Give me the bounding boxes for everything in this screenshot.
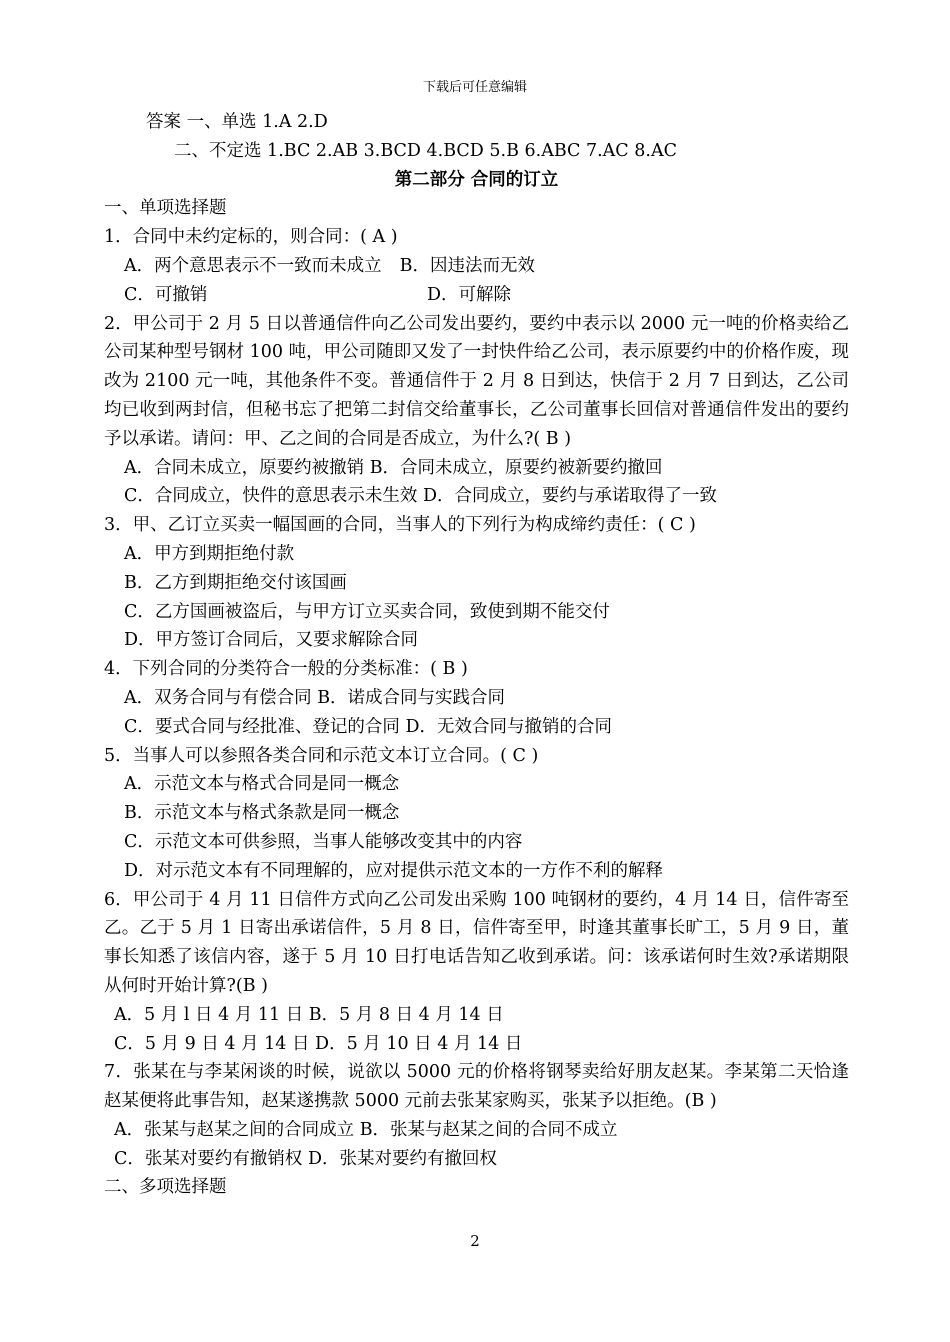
q4-options-ab: A．双务合同与有偿合同 B．诺成合同与实践合同: [124, 687, 506, 708]
q6-options-ab: A．5 月 l 日 4 月 11 日 B．5 月 8 日 4 月 14 日: [114, 1004, 504, 1025]
q4-stem: 4．下列合同的分类符合一般的分类标准：( B ): [104, 659, 468, 680]
q5-option-a: A．示范文本与格式合同是同一概念: [124, 774, 400, 795]
q1-option-b: B．因违法而无效: [399, 255, 536, 276]
q3-option-a: A．甲方到期拒绝付款: [124, 543, 295, 564]
q1-option-c: C．可撤销: [124, 284, 208, 305]
q7-options-ab: A．张某与赵某之间的合同成立 B．张某与赵某之间的合同不成立: [114, 1119, 618, 1140]
q2-options-cd: C．合同成立，快件的意思表示未生效 D．合同成立，要约与承诺取得了一致: [124, 486, 717, 507]
answers-line-1: 答案 一、单选 1.A 2.D: [146, 112, 328, 132]
q3-option-c: C．乙方国画被盗后，与甲方订立买卖合同，致使到期不能交付: [124, 601, 610, 622]
q3-option-d: D．甲方签订合同后，又要求解除合同: [124, 630, 419, 651]
part2-heading: 二、多项选择题: [104, 1177, 227, 1198]
q1-options-ab: [104, 252, 849, 281]
q2-options-ab: A．合同未成立，原要约被撤销 B．合同未成立，原要约被新要约撤回: [124, 457, 663, 478]
q5-option-b: B．示范文本与格式条款是同一概念: [124, 803, 400, 824]
q3-stem: 3．甲、乙订立买卖一幅国画的合同，当事人的下列行为构成缔约责任：( C ): [104, 515, 696, 536]
part1-heading: 一、单项选择题: [104, 198, 227, 219]
section-title: 第二部分 合同的订立: [394, 169, 559, 190]
q7-options-cd: C．张某对要约有撤销权 D．张某对要约有撤回权: [114, 1148, 497, 1169]
page-header: 下载后可任意编辑: [422, 80, 527, 95]
q7-stem: 7．张某在与李某闲谈的时候，说欲以 5000 元的价格将钢琴卖给好朋友赵某。李某第二天恰逢赵某便将此事告知，赵某遂携款 5000 元前去张某家购买，张某予以拒绝。(B ): [104, 1062, 849, 1112]
q1-option-d: D．可解除: [427, 284, 512, 305]
q1-stem: 1．合同中未约定标的，则合同：( A ): [104, 227, 398, 248]
q5-option-c: C．示范文本可供参照，当事人能够改变其中的内容: [124, 831, 523, 852]
q6-stem: 6．甲公司于 4 月 11 日信件方式向乙公司发出采购 100 吨钢材的要约，4 月 14 日，信件寄至乙。乙于 5 月 1 日寄出承诺信件，5 月 8 日，信件寄至甲，时逢其董事长旷工，5 月 9 日，董事长知悉了该信内容，遂于 5 月 10 日打电话告知乙收到承诺。问：该承诺何时生效?承诺期限从何时开始计算?(B ): [104, 889, 849, 996]
page-number: 2: [470, 1232, 480, 1250]
q5-option-d: D．对示范文本有不同理解的，应对提供示范文本的一方作不利的解释: [124, 860, 664, 881]
q2-stem: 2．甲公司于 2 月 5 日以普通信件向乙公司发出要约，要约中表示以 2000 元一吨的价格卖给乙公司某种型号钢材 100 吨，甲公司随即又发了一封快件给乙公司，表示原要约中的价格作废，现改为 2100 元一吨，其他条件不变。普通信件于 2 月 8 日到达，快信于 2 月 7 日到达，乙公司均已收到两封信，但秘书忘了把第二封信交给董事长，乙公司董事长回信对普通信件发出的要约予以承诺。请问：甲、乙之间的合同是否成立，为什么?( B ): [104, 313, 849, 449]
document-body: [104, 108, 849, 1202]
q4-options-cd: C．要式合同与经批准、登记的合同 D．无效合同与撤销的合同: [124, 716, 612, 737]
q5-stem: 5．当事人可以参照各类合同和示范文本订立合同。( C ): [104, 745, 539, 766]
q1-option-a: A．两个意思表示不一致而未成立: [124, 255, 382, 276]
answers-line-2: 二、不定选 1.BC 2.AB 3.BCD 4.BCD 5.B 6.ABC 7.AC 8.AC: [174, 140, 677, 161]
q1-options-cd: [104, 281, 849, 310]
q6-options-cd: C．5 月 9 日 4 月 14 日 D．5 月 10 日 4 月 14 日: [114, 1033, 523, 1054]
q3-option-b: B．乙方到期拒绝交付该国画: [124, 572, 347, 593]
